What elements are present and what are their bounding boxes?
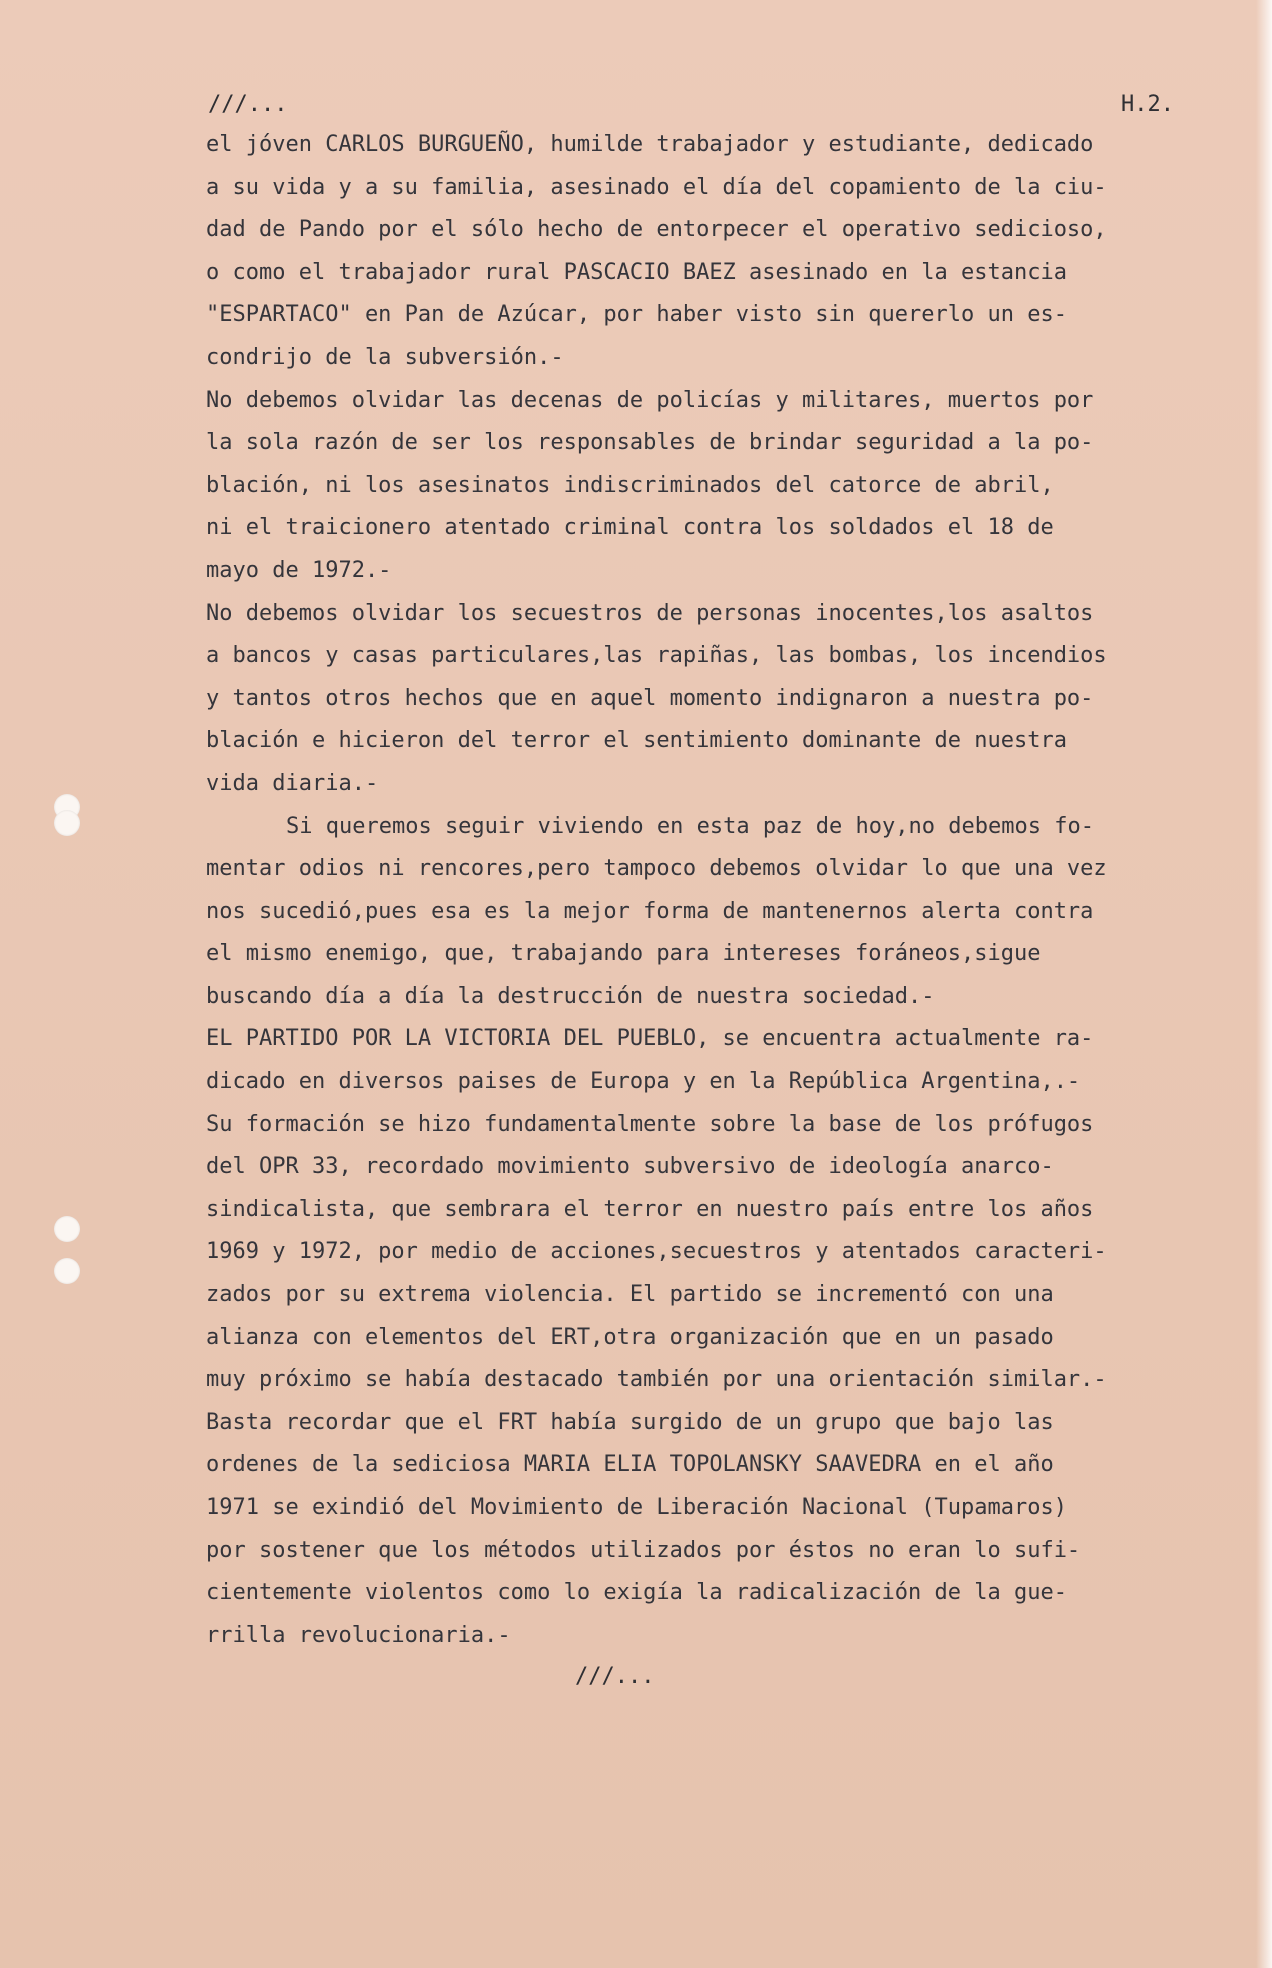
punch-hole xyxy=(54,810,80,836)
text-line: EL PARTIDO POR LA VICTORIA DEL PUEBLO, se encuentra actualmente ra- xyxy=(206,1026,1094,1052)
punch-hole xyxy=(54,1258,80,1284)
text-line: o como el trabajador rural PASCACIO BAEZ asesinado en la estancia xyxy=(206,259,1067,285)
text-line: zados por su extrema violencia. El partido se incrementó con una xyxy=(206,1282,1054,1308)
text-line: buscando día a día la destrucción de nuestra sociedad.- xyxy=(206,983,935,1009)
text-line: el jóven CARLOS BURGUEÑO, humilde trabajador y estudiante, dedicado xyxy=(206,132,1094,157)
paper-edge xyxy=(1256,0,1272,1968)
text-line: blación, ni los asesinatos indiscriminados del catorce de abril, xyxy=(206,472,1054,498)
text-line: el mismo enemigo, que, trabajando para intereses foráneos,sigue xyxy=(206,941,1041,967)
document-body xyxy=(206,124,1216,1657)
text-line: y tantos otros hechos que en aquel momento indignaron a nuestra po- xyxy=(206,685,1094,711)
text-line: condrijo de la subversión.- xyxy=(206,344,564,370)
text-line: nos sucedió,pues esa es la mejor forma de mantenernos alerta contra xyxy=(206,898,1094,924)
text-line: alianza con elementos del ERT,otra organización que en un pasado xyxy=(206,1324,1054,1350)
text-line: Basta recordar que el FRT había surgido de un grupo que bajo las xyxy=(206,1409,1054,1435)
punch-hole xyxy=(54,1216,80,1242)
text-line: rrilla revolucionaria.- xyxy=(206,1622,511,1648)
text-line: a bancos y casas particulares,las rapiñas, las bombas, los incendios xyxy=(206,643,1107,669)
text-line: ordenes de la sediciosa MARIA ELIA TOPOLANSKY SAAVEDRA en el año xyxy=(206,1452,1054,1478)
continuation-marker-top: ///... xyxy=(208,92,288,117)
text-line: dicado en diversos paises de Europa y en la República Argentina,.- xyxy=(206,1069,1081,1095)
text-line: vida diaria.- xyxy=(206,770,379,796)
text-line: muy próximo se había destacado también por una orientación similar.- xyxy=(206,1367,1107,1393)
text-line: del OPR 33, recordado movimiento subversivo de ideología anarco- xyxy=(206,1154,1054,1180)
text-line: mentar odios ni rencores,pero tampoco debemos olvidar lo que una vez xyxy=(206,856,1107,882)
text-line: 1969 y 1972, por medio de acciones,secuestros y atentados caracteri- xyxy=(206,1239,1107,1265)
text-line: Si queremos seguir viviendo en esta paz de hoy,no debemos fo- xyxy=(286,813,1094,839)
text-line: blación e hicieron del terror el sentimiento dominante de nuestra xyxy=(206,728,1067,754)
text-line: "ESPARTACO" en Pan de Azúcar, por haber visto sin quererlo un es- xyxy=(206,302,1067,328)
page-number: H.2. xyxy=(1121,92,1174,117)
text-line: sindicalista, que sembrara el terror en nuestro país entre los años xyxy=(206,1196,1094,1222)
text-line: cientemente violentos como lo exigía la radicalización de la gue- xyxy=(206,1580,1067,1606)
text-line: mayo de 1972.- xyxy=(206,557,392,583)
text-line: por sostener que los métodos utilizados por éstos no eran lo sufi- xyxy=(206,1537,1081,1563)
text-line: Su formación se hizo fundamentalmente sobre la base de los prófugos xyxy=(206,1111,1094,1137)
continuation-marker-bottom: ///... xyxy=(575,1664,655,1689)
text-line: No debemos olvidar los secuestros de personas inocentes,los asaltos xyxy=(206,600,1094,626)
text-line: a su vida y a su familia, asesinado el día del copamiento de la ciu- xyxy=(206,174,1107,200)
text-line: 1971 se exindió del Movimiento de Liberación Nacional (Tupamaros) xyxy=(206,1495,1067,1520)
text-line: No debemos olvidar las decenas de policías y militares, muertos por xyxy=(206,387,1094,413)
text-line: ni el traicionero atentado criminal contra los soldados el 18 de xyxy=(206,515,1054,541)
text-line: dad de Pando por el sólo hecho de entorpecer el operativo sedicioso, xyxy=(206,217,1107,243)
text-line: la sola razón de ser los responsables de brindar seguridad a la po- xyxy=(206,430,1094,456)
